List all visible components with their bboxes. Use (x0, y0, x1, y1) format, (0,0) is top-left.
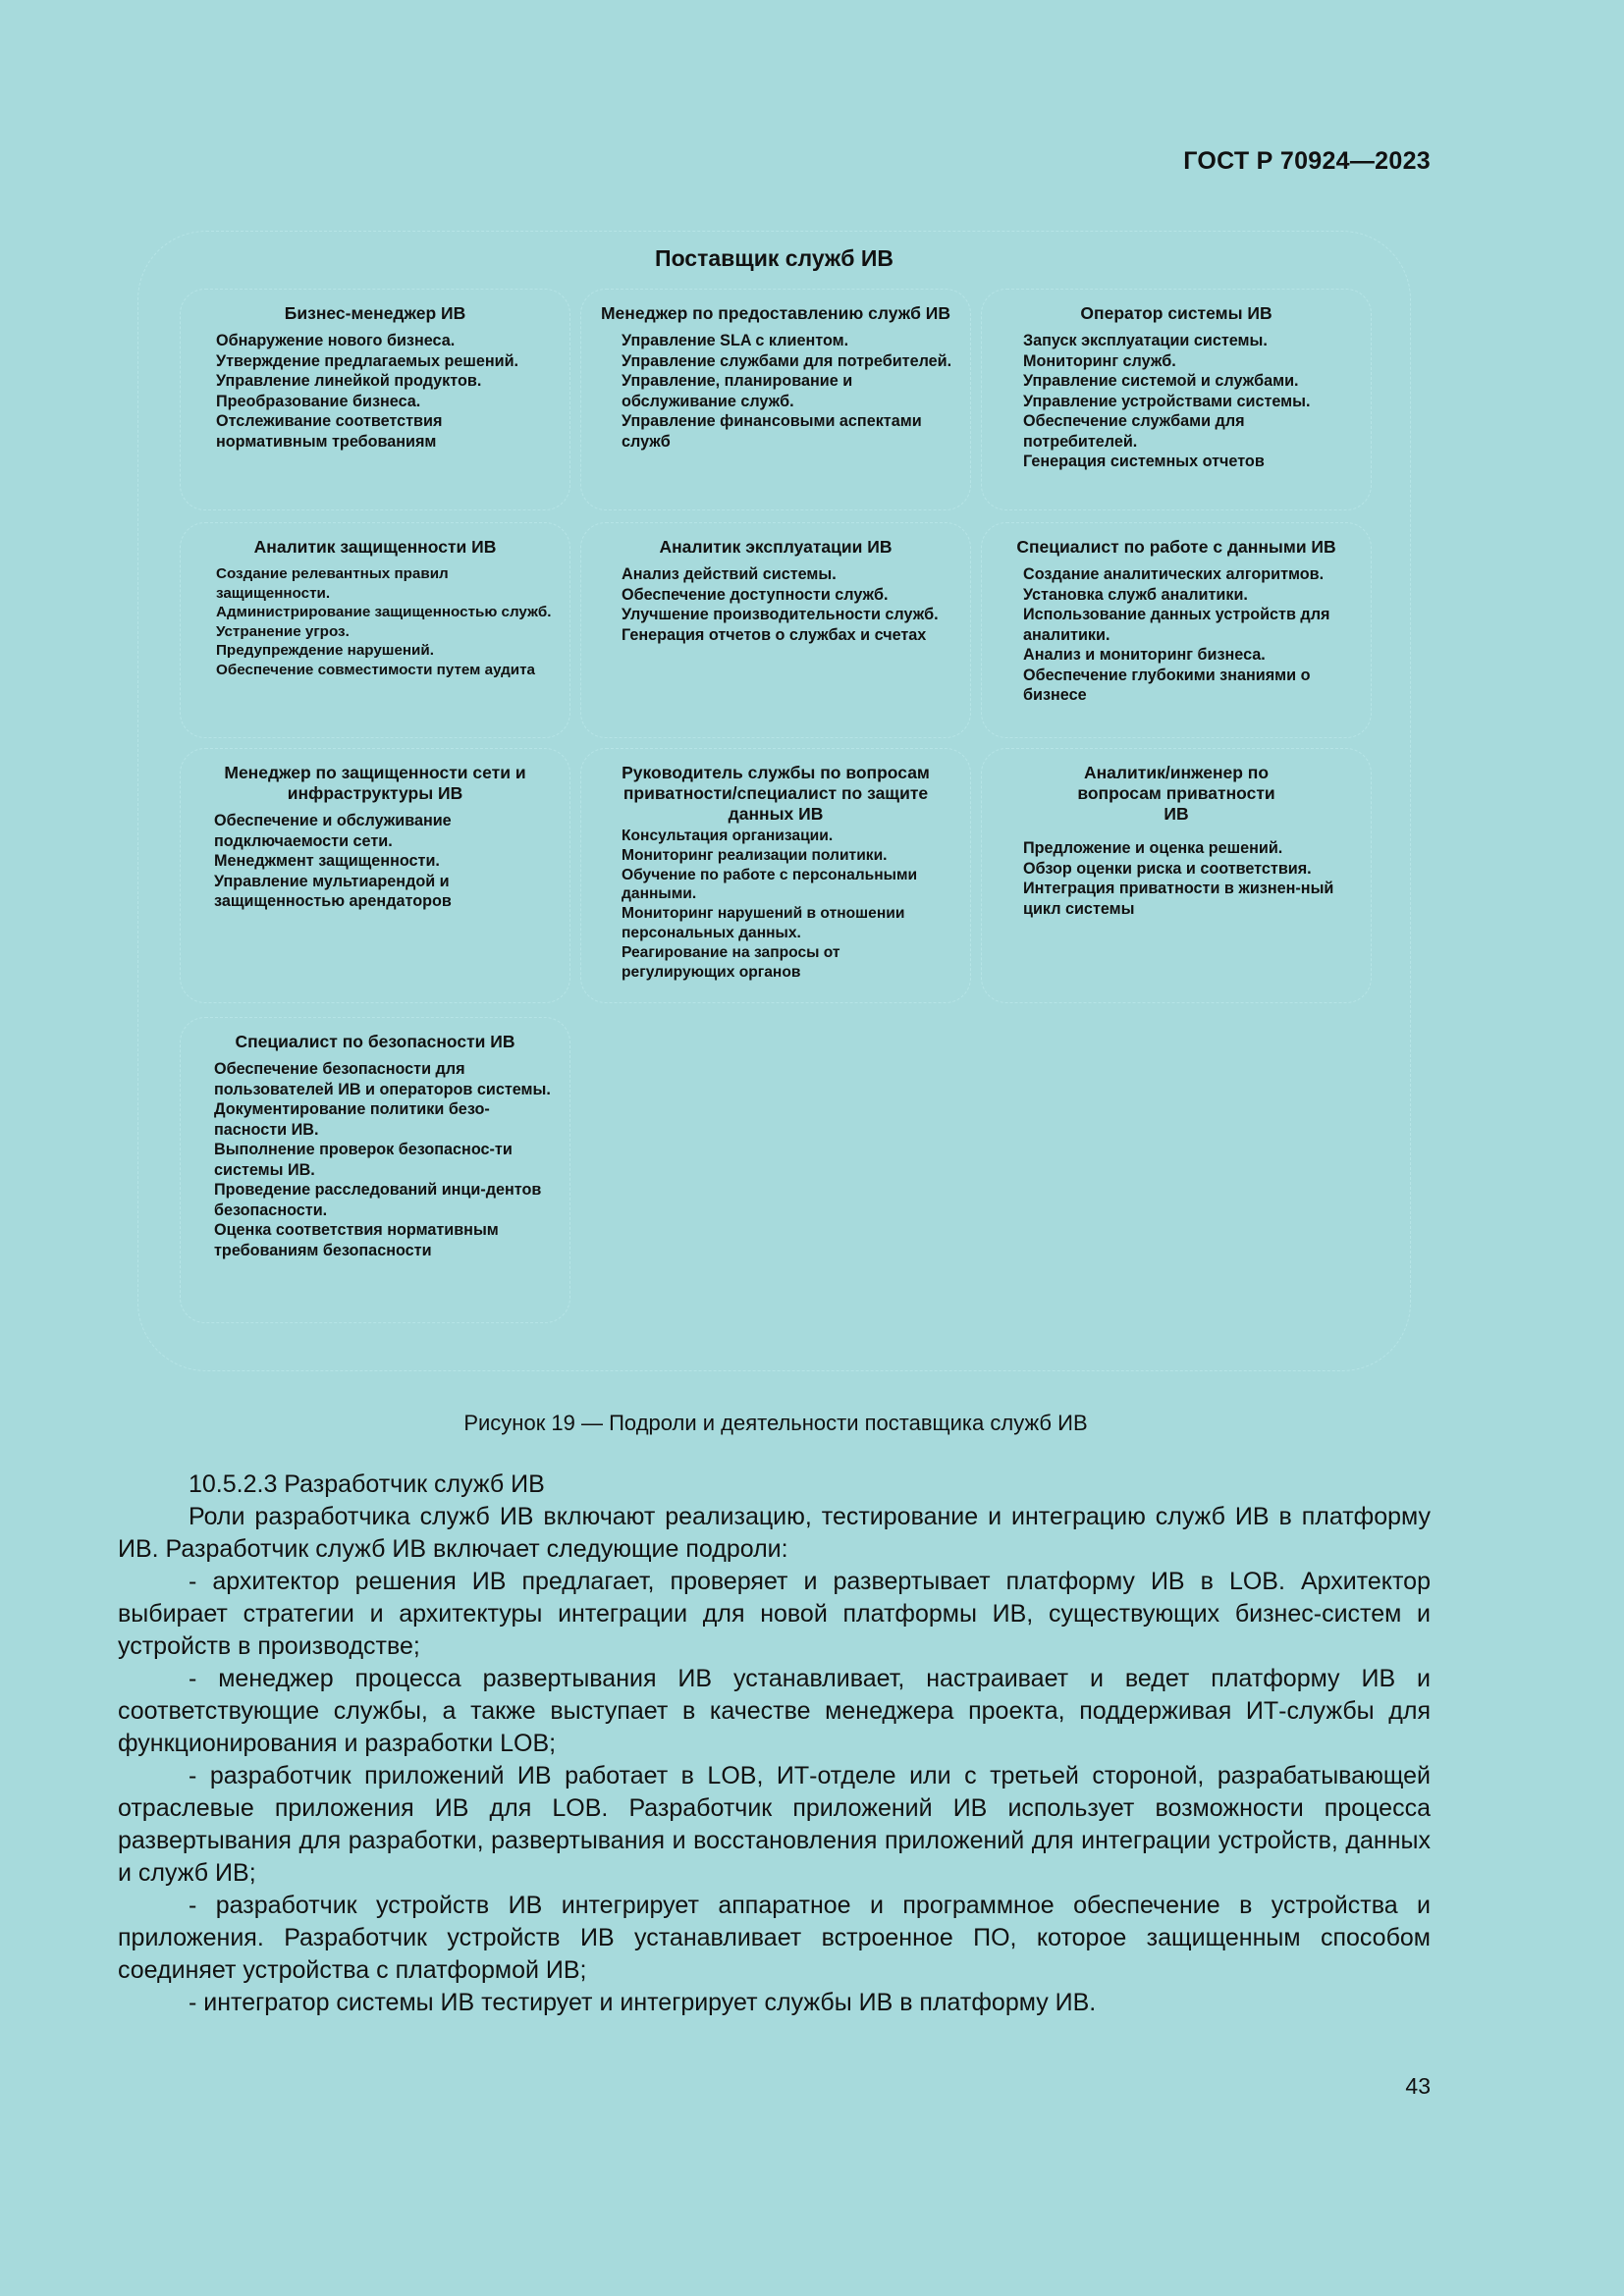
activity-item: Реагирование на запросы от регулирующих органов (622, 943, 840, 981)
activity-item: Анализ и мониторинг бизнеса. (1023, 646, 1266, 664)
page-number: 43 (1405, 2073, 1431, 2099)
activity-item: Управление финансовыми аспектами служб (622, 412, 922, 451)
list-item: - менеджер процесса развертывания ИВ устанавливает, настраивает и ведет платформу ИВ и соответствующие службы, а также выступает в качестве менеджера проекта, поддерживая ИТ-службы для функционирования и разработки LOB; (118, 1665, 1431, 1757)
activity-item: Обучение по работе с персональными данными. (622, 866, 918, 903)
activity-item: Обеспечение совместимости путем аудита (216, 661, 536, 678)
role-box-safety-specialist (180, 1017, 570, 1323)
activity-item: Интеграция приватности в жизнен-ный цикл системы (1023, 880, 1334, 918)
activity-list (996, 838, 1357, 919)
role-title: Руководитель службы по вопросам приватности/специалист по защите данных ИВ (622, 763, 930, 824)
activity-item: Отслеживание соответствия нормативным требованиям (216, 412, 443, 451)
role-title: Аналитик/инженер по вопросам приватности ИВ (1077, 763, 1275, 824)
activity-item: Обеспечение доступности служб. (622, 585, 889, 604)
activity-item: Администрирование защищенностью служб. (216, 604, 552, 620)
role-title: Бизнес-менеджер ИВ (284, 303, 466, 323)
activity-item: Анализ действий системы. (622, 565, 837, 583)
figure-title: Поставщик служб ИВ (655, 245, 893, 271)
activity-item: Генерация системных отчетов (1023, 453, 1265, 470)
role-box-privacy-officer (580, 748, 971, 1003)
role-box-network-security-manager (180, 748, 570, 1003)
activity-list (595, 827, 956, 982)
figure-caption: Рисунок 19 — Подроли и деятельности поставщика служб ИВ (463, 1411, 1088, 1435)
activity-item: Преобразование бизнеса. (216, 392, 421, 410)
activity-item: Обеспечение глубокими знаниями о бизнесе (1023, 666, 1311, 704)
activity-item: Установка служб аналитики. (1023, 585, 1248, 604)
activity-list (996, 331, 1357, 472)
document-header: ГОСТ Р 70924—2023 (1183, 147, 1431, 175)
role-title: Менеджер по защищенности сети и инфраструктуры ИВ (224, 763, 526, 803)
activity-item: Менеджмент защищенности. (214, 852, 440, 870)
role-box-operations-analyst (580, 522, 971, 738)
activity-item: Обнаружение нового бизнеса. (216, 332, 456, 349)
activity-item: Документирование политики безо-пасности ИВ. (214, 1100, 490, 1139)
activity-item: Проведение расследований инци-дентов безопасности. (214, 1181, 542, 1219)
role-title: Аналитик эксплуатации ИВ (659, 537, 893, 557)
activity-item: Выполнение проверок безопаснос-ти системы ИВ. (214, 1141, 513, 1179)
section-heading: 10.5.2.3 Разработчик служб ИВ (189, 1470, 545, 1498)
list-item: - интегратор системы ИВ тестирует и интегрирует службы ИВ в платформу ИВ. (189, 1989, 1097, 2016)
activity-item: Управление службами для потребителей. (622, 351, 952, 370)
role-box-data-specialist (981, 522, 1372, 738)
role-title: Оператор системы ИВ (1080, 303, 1272, 323)
paragraph: Роли разработчика служб ИВ включают реализацию, тестирование и интеграцию служб ИВ в платформу ИВ. Разработчик служб ИВ включает следующие подроли: (118, 1503, 1431, 1563)
activity-item: Обеспечение безопасности для пользователей ИВ и операторов системы. (214, 1060, 551, 1098)
role-box-security-analyst (180, 522, 570, 738)
activity-list (996, 564, 1357, 706)
list-item: - разработчик приложений ИВ работает в LOB, ИТ-отделе или с третьей стороной, разрабатывающей отраслевые приложения ИВ для LOB. Разработчик приложений ИВ использует возможности процесса развертывания для разработки, развертывания и восстановления приложений для интеграции устройств, данных и служб ИВ; (118, 1762, 1431, 1887)
role-title: Аналитик защищенности ИВ (253, 537, 497, 557)
activity-item: Устранение угроз. (216, 622, 350, 640)
activity-item: Обзор оценки риска и соответствия. (1023, 859, 1312, 878)
role-title: Менеджер по предоставлению служб ИВ (600, 303, 951, 323)
figure-diagram (137, 231, 1411, 1371)
activity-item: Обеспечение и обслуживание подключаемости сети. (214, 812, 452, 850)
activity-list (595, 564, 956, 645)
activity-item: Запуск эксплуатации системы. (1023, 332, 1268, 349)
activity-item: Утверждение предлагаемых решений. (216, 351, 519, 370)
role-title: Специалист по безопасности ИВ (235, 1032, 515, 1051)
activity-item: Мониторинг служб. (1023, 351, 1176, 370)
activity-list (194, 1059, 556, 1260)
role-box-business-manager (180, 289, 570, 510)
activity-item: Оценка соответствия нормативным требованиям безопасности (214, 1221, 499, 1259)
activity-item: Предложение и оценка решений. (1023, 839, 1283, 857)
activity-item: Управление системой и службами. (1023, 372, 1299, 390)
activity-item: Управление устройствами системы. (1023, 392, 1311, 410)
activity-item: Мониторинг реализации политики. (622, 846, 888, 864)
activity-item: Генерация отчетов о службах и счетах (622, 625, 927, 644)
role-box-system-operator (981, 289, 1372, 510)
role-title: Специалист по работе с данными ИВ (1016, 537, 1336, 557)
activity-list (595, 331, 956, 452)
activity-list (194, 331, 556, 452)
section-body (118, 1468, 1431, 2019)
activity-item: Улучшение производительности служб. (622, 606, 939, 623)
list-item: - архитектор решения ИВ предлагает, проверяет и развертывает платформу ИВ в LOB. Архитектор выбирает стратегии и архитектуры интеграции для новой платформы ИВ, существующих бизнес-систем и устройств в производстве; (118, 1568, 1431, 1660)
activity-item: Обеспечение службами для потребителей. (1023, 412, 1245, 451)
role-box-service-delivery-manager (580, 289, 971, 510)
activity-item: Управление, планирование и обслуживание служб. (622, 372, 853, 410)
activity-item: Использование данных устройств для аналитики. (1023, 606, 1330, 644)
activity-item: Создание релевантных правил защищенности. (216, 565, 449, 602)
activity-item: Управление линейкой продуктов. (216, 372, 482, 390)
list-item: - разработчик устройств ИВ интегрирует аппаратное и программное обеспечение в устройства и приложения. Разработчик устройств ИВ устанавливает встроенное ПО, которое защищенным способом соединяет устройства с платформой ИВ; (118, 1892, 1431, 1984)
activity-list (194, 811, 556, 912)
role-box-privacy-engineer (981, 748, 1372, 1003)
activity-list (194, 564, 556, 679)
activity-item: Управление мультиарендой и защищенностью арендаторов (214, 872, 452, 910)
activity-item: Предупреждение нарушений. (216, 642, 434, 659)
activity-item: Мониторинг нарушений в отношении персональных данных. (622, 905, 905, 941)
activity-item: Создание аналитических алгоритмов. (1023, 565, 1325, 583)
activity-item: Консультация организации. (622, 828, 834, 844)
activity-item: Управление SLA с клиентом. (622, 332, 849, 349)
